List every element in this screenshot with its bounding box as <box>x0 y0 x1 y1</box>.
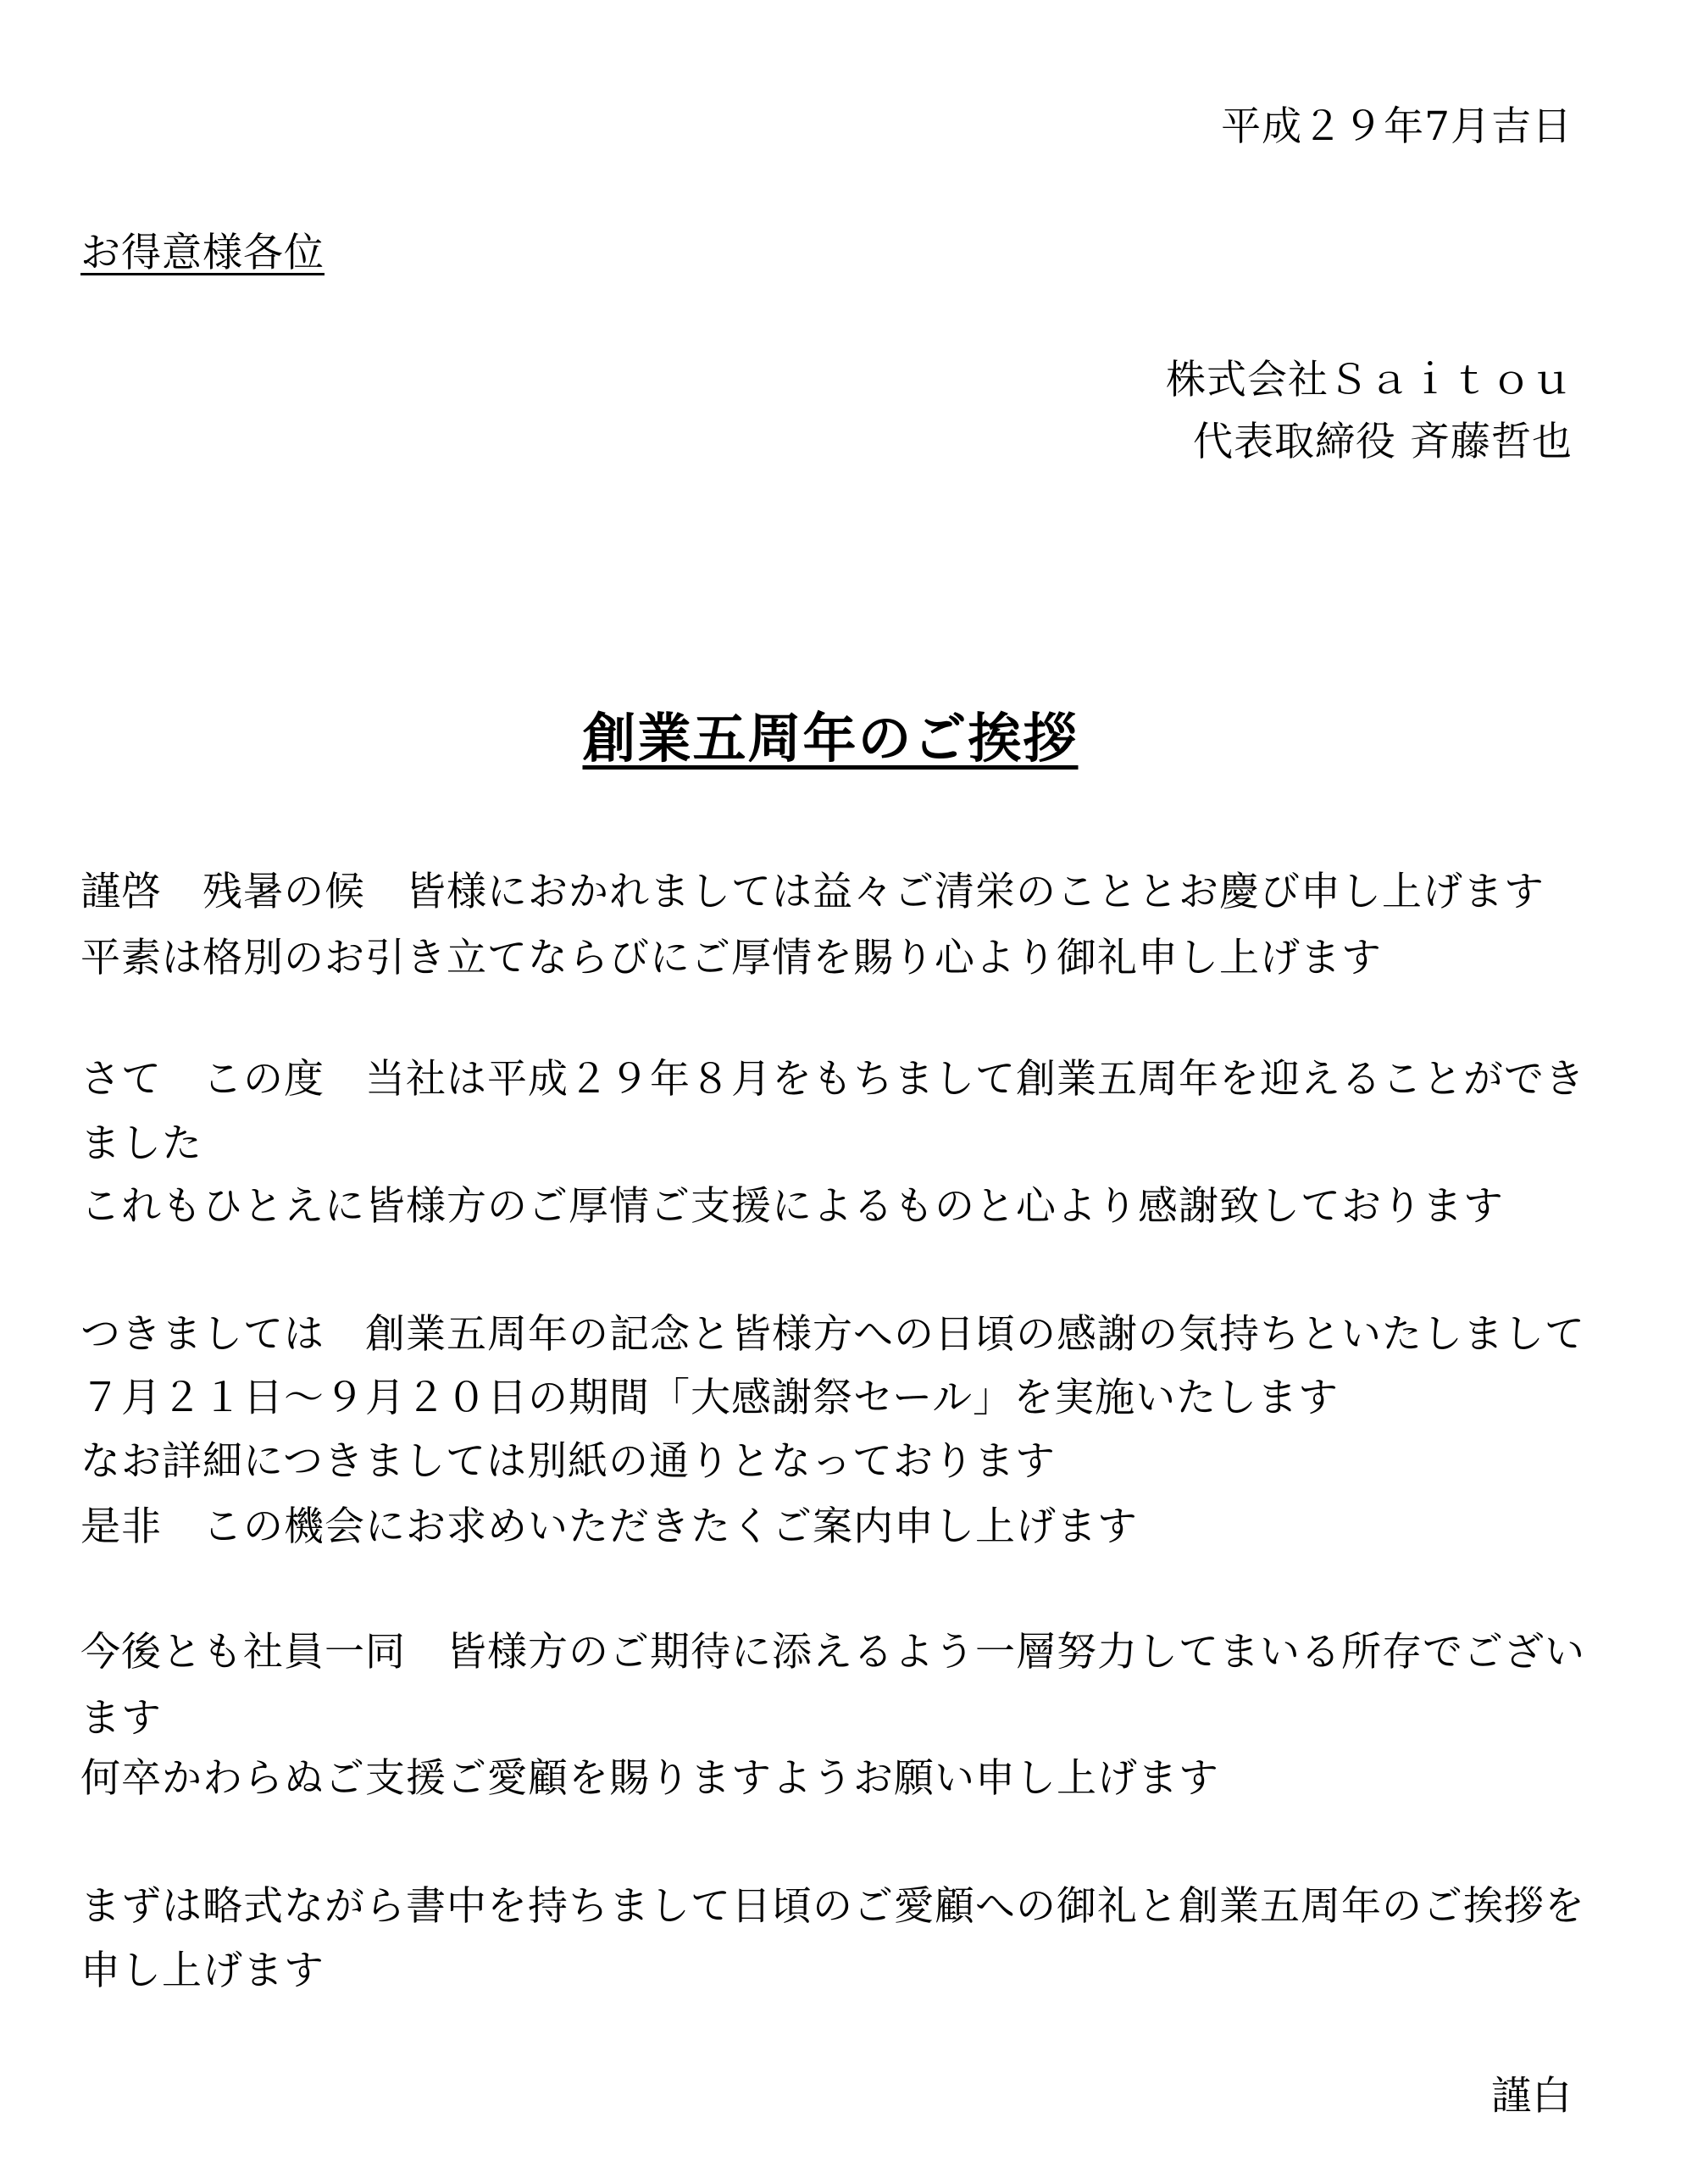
letter-closing: 謹白 <box>1491 2073 1573 2120</box>
body-line: 申し上げます <box>80 1948 325 1994</box>
letter-date: 平成２９年7月吉日 <box>1221 103 1573 150</box>
body-line: つきましては 創業五周年の記念と皆様方への日頃の感謝の気持ちといたしまして <box>80 1311 1585 1358</box>
body-line: ました <box>80 1120 202 1167</box>
body-line: 謹啓 残暑の候 皆様におかれましては益々ご清栄のこととお慶び申し上げます <box>80 869 1545 915</box>
letter-title <box>0 705 1661 773</box>
body-line: ます <box>80 1695 162 1742</box>
sender-representative: 代表取締役 斉藤哲也 <box>1193 419 1573 465</box>
body-line: さて この度 当社は平成２９年８月をもちまして創業五周年を迎えることができ <box>80 1056 1585 1103</box>
body-line: 是非 この機会にお求めいただきたくご案内申し上げます <box>80 1503 1138 1550</box>
letter-title-text: 創業五周年のご挨拶 <box>582 708 1079 770</box>
body-line: これもひとえに皆様方のご厚情ご支援によるものと心より感謝致しております <box>80 1183 1504 1230</box>
body-line: 今後とも社員一同 皆様方のご期待に添えるよう一層努力してまいる所存でござい <box>80 1629 1585 1676</box>
body-line: 何卒かわらぬご支援ご愛顧を賜りますようお願い申し上げます <box>80 1755 1219 1802</box>
body-line: 平素は格別のお引き立てならびにご厚情を賜り心より御礼申し上げます <box>80 935 1382 981</box>
body-line: まずは略式ながら書中を持ちまして日頃のご愛顧への御礼と創業五周年のご挨拶を <box>80 1883 1585 1930</box>
recipient-line: お得意様各位 <box>80 230 325 276</box>
body-line: ７月２１日～９月２０日の期間「大感謝祭セール」を実施いたします <box>80 1375 1340 1421</box>
sender-company: 株式会社Ｓａｉｔｏｕ <box>1166 357 1573 403</box>
body-line: なお詳細につきましては別紙の通りとなっております <box>80 1438 1057 1485</box>
